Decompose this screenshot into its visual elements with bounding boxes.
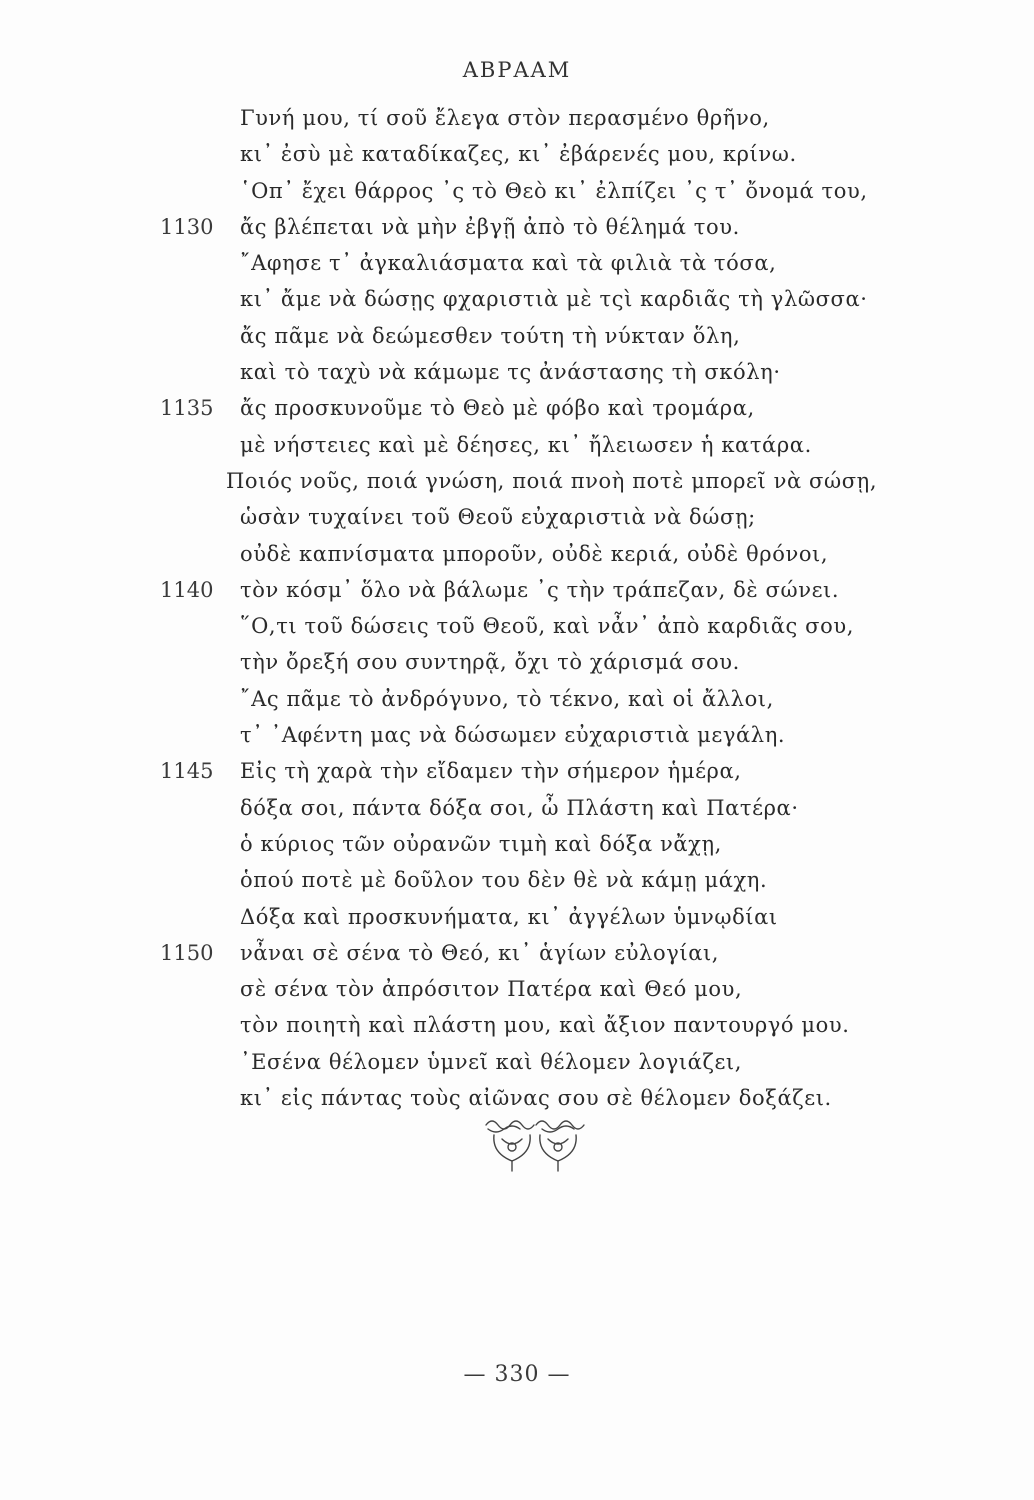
verse-line: [0, 209, 1034, 245]
verse-line: [0, 681, 1034, 717]
verse-text: κι᾿ ἐσὺ μὲ καταδίκαζες, κι᾿ ἐβάρενές μου, κρίνω.: [240, 142, 797, 167]
line-number: 1130: [160, 214, 214, 239]
verse-line: [0, 1044, 1034, 1080]
verse-line: [0, 318, 1034, 354]
line-number: 1150: [160, 940, 214, 965]
verse-line: [0, 499, 1034, 535]
verse-text: δόξα σοι, πάντα δόξα σοι, ὦ Πλάστη καὶ Πατέρα·: [240, 795, 799, 820]
verse-line: [0, 536, 1034, 572]
verse-text: ὡσὰν τυχαίνει τοῦ Θεοῦ εὐχαριστιὰ νὰ δώσῃ;: [240, 505, 756, 530]
verse-line: [0, 281, 1034, 317]
verse-text: τὸν ποιητὴ καὶ πλάστη μου, καὶ ἄξιον παντουργό μου.: [240, 1013, 850, 1038]
verse-line: [0, 644, 1034, 680]
verse-line: [0, 935, 1034, 971]
verse-text: ἄς βλέπεται νὰ μὴν ἐβγῇ ἀπὸ τὸ θέλημά του.: [240, 214, 740, 239]
verse-line: [0, 717, 1034, 753]
verse-line: [0, 100, 1034, 136]
verse-text: ἄς προσκυνοῦμε τὸ Θεὸ μὲ φόβο καὶ τρομάρα,: [240, 396, 755, 421]
verse-text: οὐδὲ καπνίσματα μποροῦν, οὐδὲ κεριά, οὐδὲ θρόνοι,: [240, 541, 829, 566]
verse-line: [0, 354, 1034, 390]
verse-text: Γυνή μου, τί σοῦ ἔλεγα στὸν περασμένο θρῆνο,: [240, 106, 770, 130]
verse-text: ἄς πᾶμε νὰ δεώμεσθεν τούτη τὴ νύκταν ὅλη,: [240, 323, 741, 348]
verse-text: καὶ τὸ ταχὺ νὰ κάμωμε τς ἀνάστασης τὴ σκόλη·: [240, 360, 781, 385]
verse-text: ὁ κύριος τῶν οὐρανῶν τιμὴ καὶ δόξα νἄχῃ,: [240, 831, 722, 856]
verse-text: νἆναι σὲ σένα τὸ Θεό, κι᾿ ἁγίων εὐλογίαι,: [240, 940, 720, 965]
verse-line: [0, 390, 1034, 426]
verse-line: [0, 899, 1034, 935]
verse-line: [0, 1080, 1034, 1116]
verse-text: ῾Οπ᾿ ἔχει θάρρος ᾿ς τὸ Θεὸ κι᾿ ἐλπίζει ᾿ς τ᾿ ὄνομά του,: [240, 178, 868, 203]
verse-line: [0, 971, 1034, 1007]
poem-body: [0, 100, 1034, 1116]
floral-ornament-icon: [480, 1115, 590, 1175]
verse-text: Εἰς τὴ χαρὰ τὴν εἴδαμεν τὴν σήμερον ἡμέρα,: [240, 759, 742, 784]
verse-line: [0, 862, 1034, 898]
verse-text: ῞Ο,τι τοῦ δώσεις τοῦ Θεοῦ, καὶ νἆν᾿ ἀπὸ καρδιᾶς σου,: [240, 614, 855, 639]
verse-text: τ᾿ ᾿Αφέντη μας νὰ δώσωμεν εὐχαριστιὰ μεγάλη.: [240, 723, 786, 748]
verse-line: [0, 136, 1034, 172]
verse-text: ῎Αφησε τ᾿ ἀγκαλιάσματα καὶ τὰ φιλιὰ τὰ τόσα,: [240, 251, 777, 276]
verse-line: [0, 753, 1034, 789]
verse-text: Ποιός νοῦς, ποιά γνώση, ποιά πνοὴ ποτὲ μπορεῖ νὰ σώσῃ,: [226, 468, 878, 493]
line-number: 1135: [160, 396, 214, 421]
verse-line: [0, 790, 1034, 826]
verse-text: τὸν κόσμ᾿ ὅλο νὰ βάλωμε ᾿ς τὴν τράπεζαν, δὲ σώνει.: [240, 577, 840, 602]
verse-text: ὁπού ποτὲ μὲ δοῦλον του δὲν θὲ νὰ κάμῃ μάχη.: [240, 868, 768, 893]
verse-text: σὲ σένα τὸν ἀπρόσιτον Πατέρα καὶ Θεό μου,: [240, 977, 743, 1002]
line-number: 1145: [160, 759, 214, 784]
verse-line: [0, 173, 1034, 209]
running-head: ΑΒΡΑΑΜ: [462, 58, 572, 82]
verse-line: [0, 572, 1034, 608]
verse-text: κι᾿ εἰς πάντας τοὺς αἰῶνας σου σὲ θέλομεν δοξάζει.: [240, 1086, 832, 1111]
verse-line: [0, 1007, 1034, 1043]
verse-text: κι᾿ ἄμε νὰ δώσῃς φχαριστιὰ μὲ τςὶ καρδιᾶς τὴ γλῶσσα·: [240, 287, 868, 312]
verse-text: ᾿Εσένα θέλομεν ὑμνεῖ καὶ θέλομεν λογιάζει,: [240, 1049, 743, 1074]
verse-line: [0, 826, 1034, 862]
line-number: 1140: [160, 577, 214, 602]
page-number: — 330 —: [463, 1362, 571, 1387]
verse-line: [0, 463, 1034, 499]
verse-line: [0, 427, 1034, 463]
verse-text: ῎Ας πᾶμε τὸ ἀνδρόγυνο, τὸ τέκνο, καὶ οἱ ἄλλοι,: [240, 686, 774, 711]
verse-text: τὴν ὄρεξή σου συντηρᾷ, ὄχι τὸ χάρισμά σου.: [240, 650, 740, 675]
verse-text: Δόξα καὶ προσκυνήματα, κι᾿ ἀγγέλων ὑμνῳδίαι: [240, 904, 778, 929]
verse-text: μὲ νήστειες καὶ μὲ δέησες, κι᾿ ἤλειωσεν ἡ κατάρα.: [240, 432, 812, 457]
verse-line: [0, 608, 1034, 644]
verse-line: [0, 245, 1034, 281]
